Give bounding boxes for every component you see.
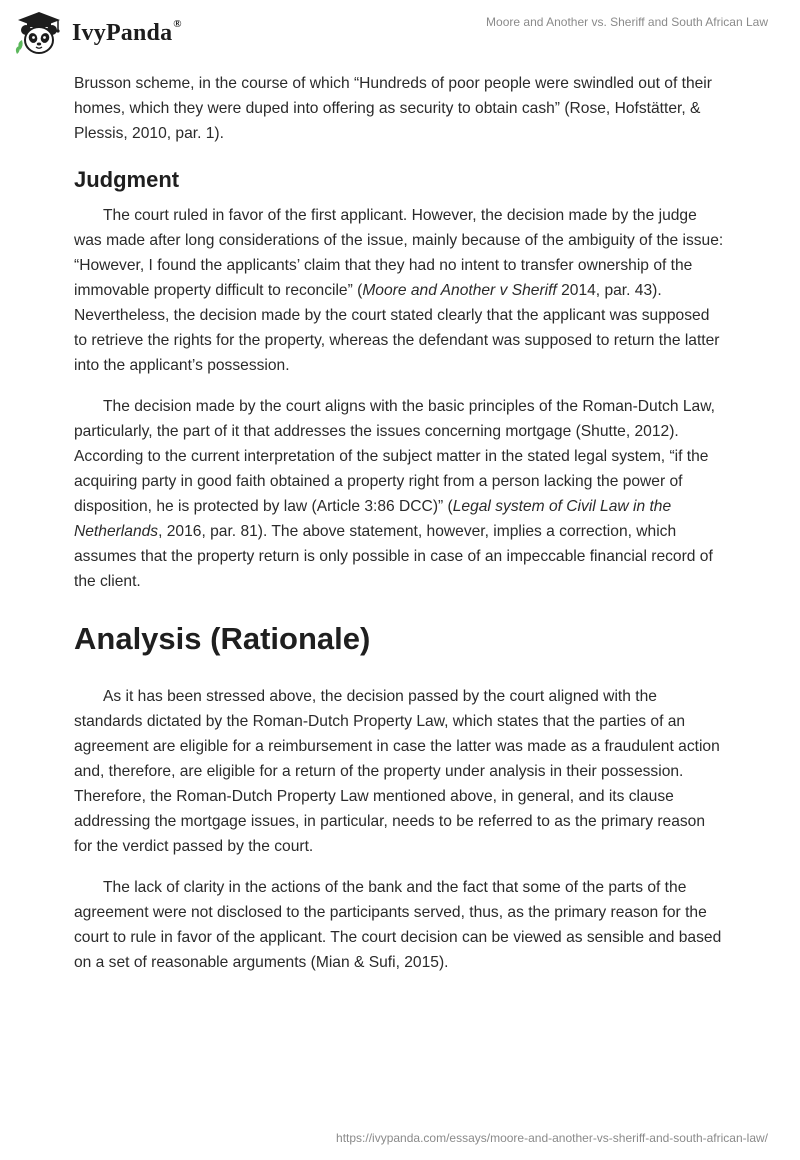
section-heading-analysis: Analysis (Rationale) — [74, 621, 371, 656]
section-heading-judgment: Judgment — [74, 167, 180, 192]
paragraph-continuation: Brusson scheme, in the course of which “Hundreds of poor people were swindled out of their homes, which they were duped into offering as security to obtain cash” (Rose, Hofstätter, & Plessis, 2010, par. 1). — [74, 75, 712, 142]
page-header — [0, 0, 800, 64]
brand-logo[interactable] — [14, 10, 182, 56]
source-url-link[interactable]: https://ivypanda.com/essays/moore-and-another-vs-sheriff-and-south-african-law/ — [336, 1131, 768, 1145]
essay-body — [74, 71, 726, 991]
paragraph-analysis-2: The lack of clarity in the actions of the bank and the fact that some of the parts of the agreement were not disclosed to the participants served, thus, as the primary reason for the court to rule in favor of the applicant. The court decision can be viewed as sensible and based on a set of reasonable arguments (Mian & Sufi, 2015). — [74, 879, 722, 971]
document-title: Moore and Another vs. Sheriff and South African Law — [486, 15, 768, 29]
panda-graduate-icon — [14, 10, 64, 56]
paragraph-judgment-2: The decision made by the court aligns with the basic principles of the Roman-Dutch Law, particularly, the part of it that addresses the issues concerning mortgage (Shutte, 2012). According to the current interpretation of the subject matter in the stated legal system, “if the acquiring party in good faith obtained a property right from a person lacking the power of disposition, he is protected by law (Article 3:86 DCC)” (Legal system of Civil Law in the Netherlands, 2016, par. 81). The above statement, however, implies a correction, which assumes that the property return is only possible in case of an impeccable financial record of the client. — [74, 398, 715, 590]
paragraph-analysis-1: As it has been stressed above, the decision passed by the court aligned with the standards dictated by the Roman-Dutch Property Law, which states that the parties of an agreement are eligible for a reimbursement in case the latter was made as a fraudulent action and, therefore, are eligible for a return of the property under analysis in their possession. Therefore, the Roman-Dutch Property Law mentioned above, in general, and its clause addressing the mortgage issues, in particular, needs to be referred to as the primary reason for the verdict passed by the court. — [74, 688, 720, 855]
paragraph-judgment-1: The court ruled in favor of the first applicant. However, the decision made by the judge was made after long considerations of the issue, mainly because of the ambiguity of the issue: “However, I found the applicants’ claim that they had no intent to transfer ownership of the immovable property difficult to reconcile” (Moore and Another v Sheriff 2014, par. 43). Nevertheless, the decision made by the court stated clearly that the applicant was supposed to retrieve the rights for the property, whereas the defendant was supposed to return the latter into the applicant’s possession. — [74, 207, 724, 374]
brand-name: IvyPanda® — [72, 17, 182, 46]
